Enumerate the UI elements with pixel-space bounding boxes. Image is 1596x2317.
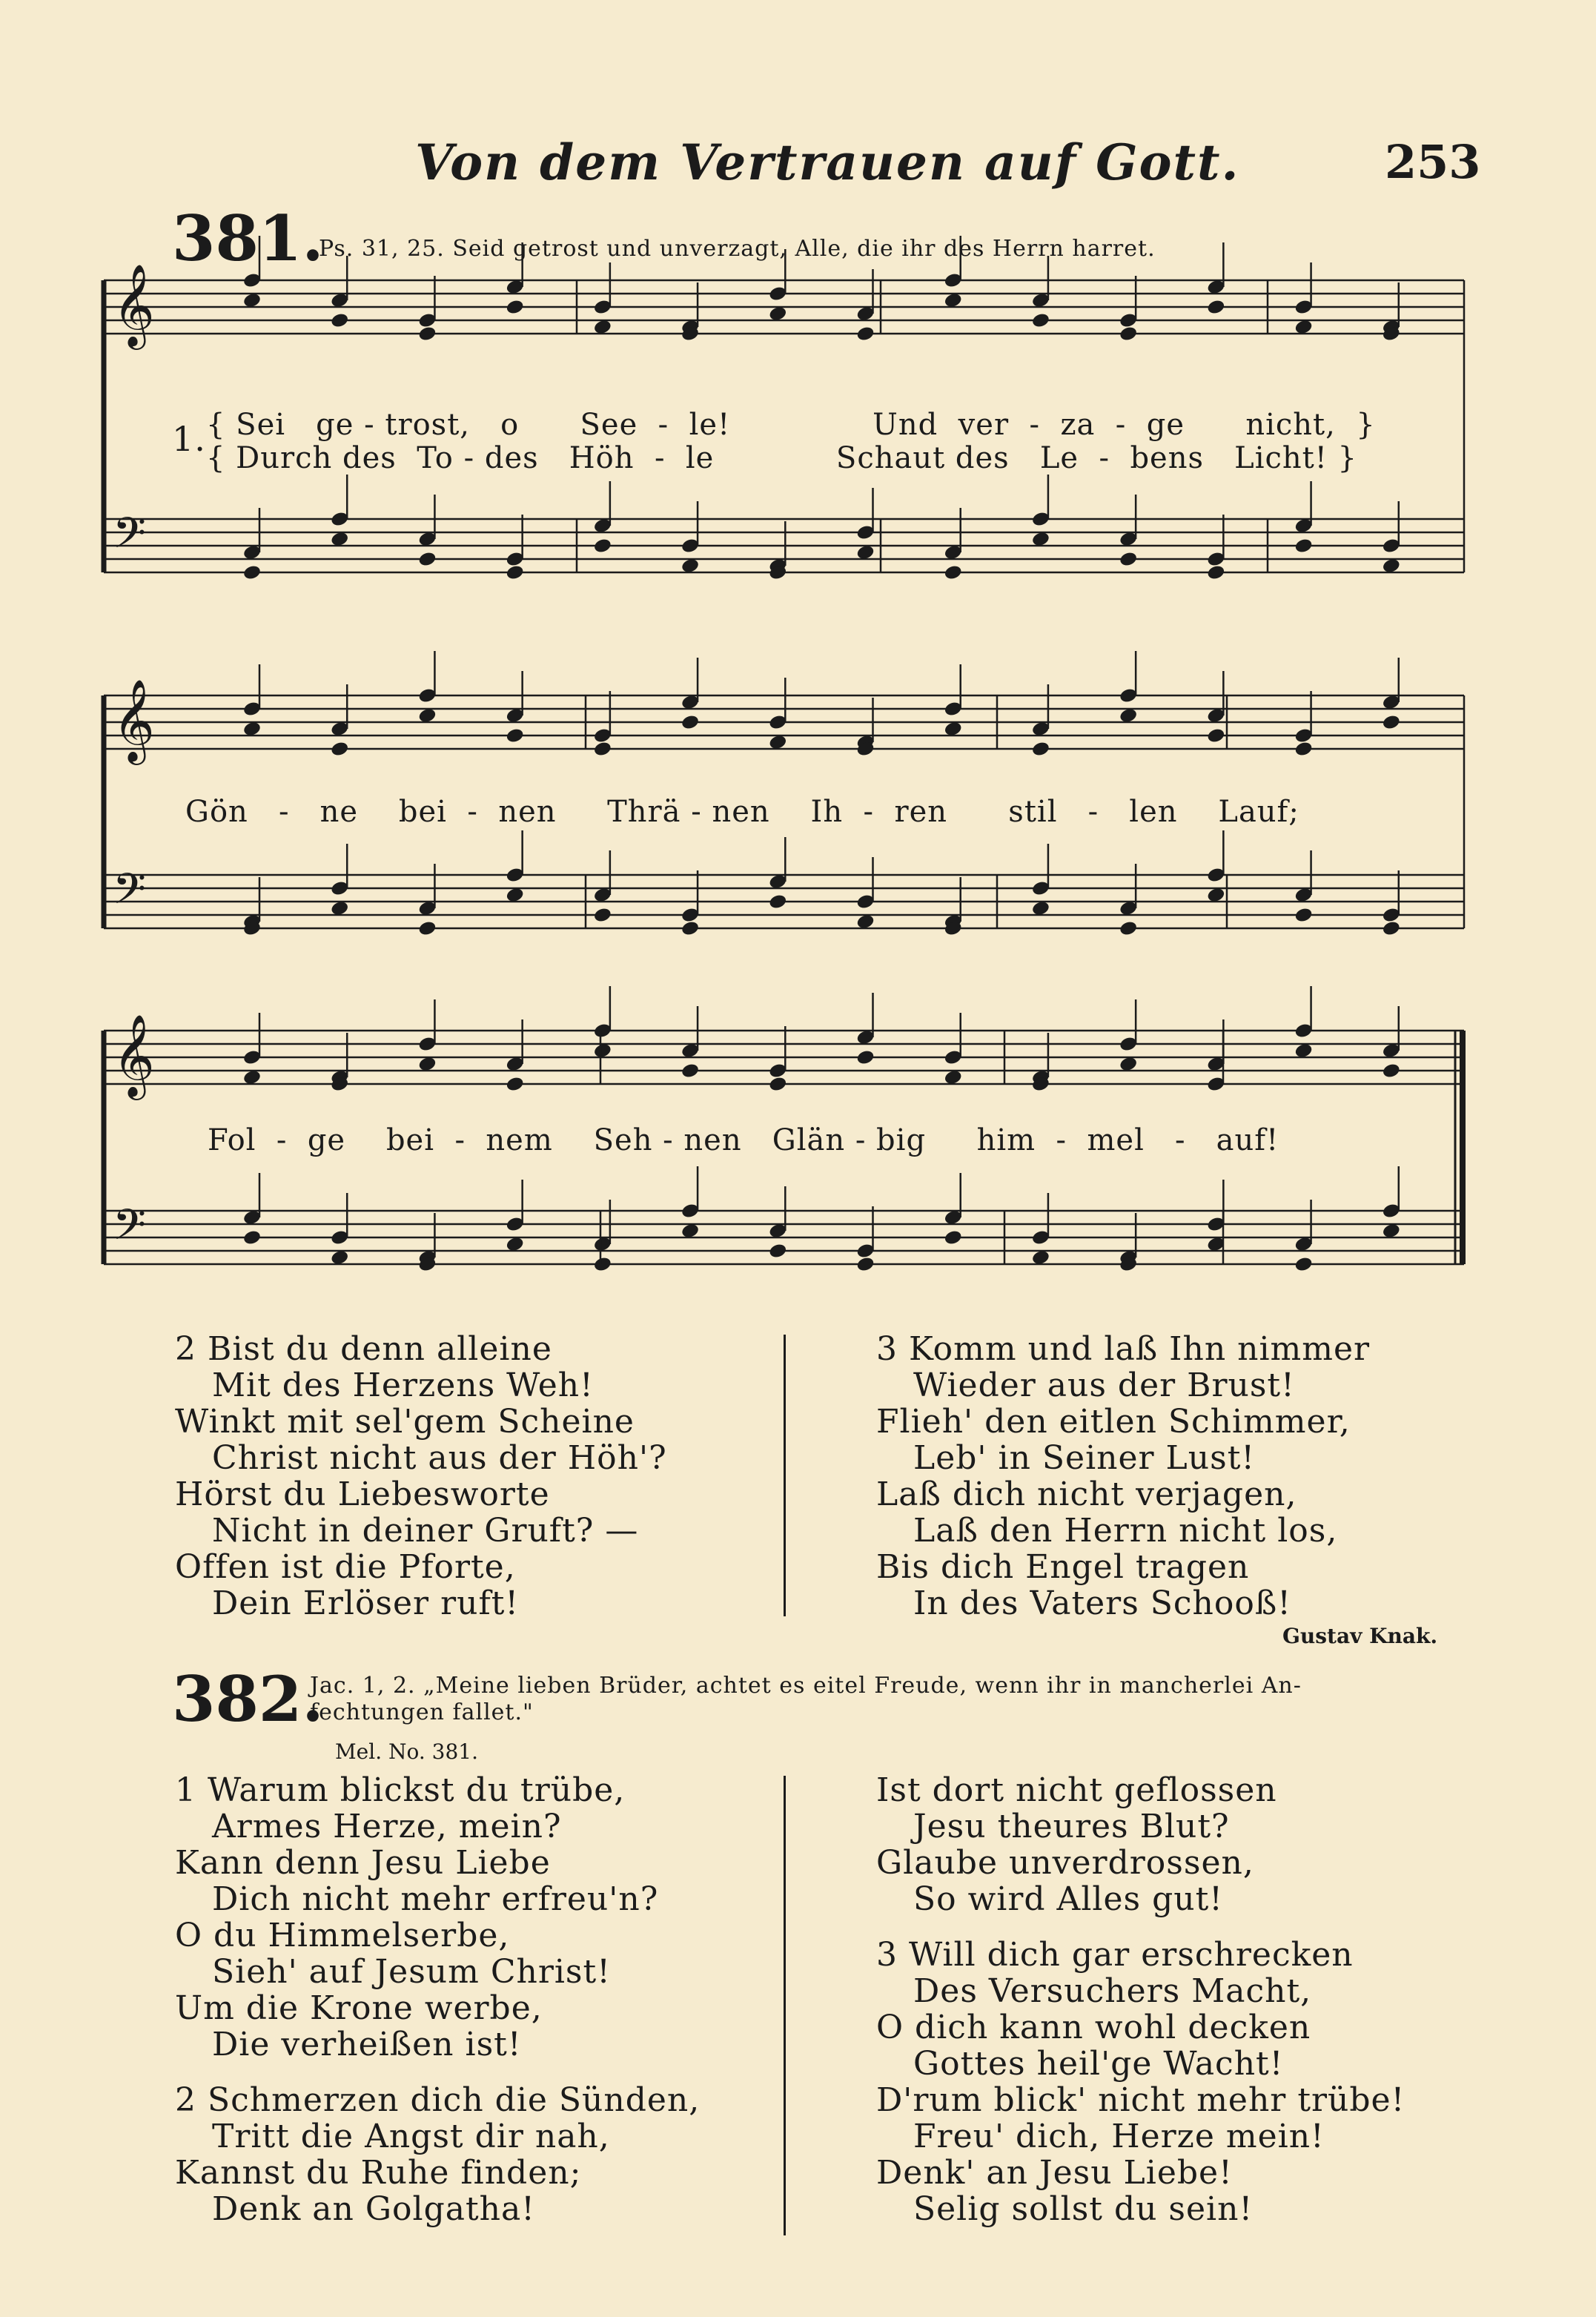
hymn-number-381: 381. [172,202,324,275]
bass-clef-icon: 𝄢 [113,508,147,569]
note-head [417,551,437,568]
verse-line: Dich nicht mehr erfreu'n? [212,1880,659,1918]
note-head [593,538,612,555]
verse-line: D'rum blick' nicht mehr trübe! [876,2081,1405,2119]
note-head [242,564,262,581]
note-head [330,741,349,758]
treble-clef-icon: 𝄞 [113,1014,155,1097]
note-head [855,1256,875,1273]
lyric-line-2: { Durch des To - des Höh - le Schaut des Le - bens Licht! } [206,441,1357,475]
page-number: 253 [1385,135,1481,189]
note-head [768,1076,787,1093]
verse-line: Jesu theures Blut? [913,1808,1230,1845]
verse-line: Die verheißen ist! [212,2026,522,2063]
verse-line: Flieh' den eitlen Schimmer, [876,1403,1351,1441]
lyric-line-1: { Sei ge - trost, o See - le! Und ver - za - ge nicht, } [206,408,1376,442]
note-head [1382,1062,1401,1080]
verse-line: O du Himmelserbe, [175,1917,510,1954]
verse-line: Denk an Golgatha! [212,2190,535,2228]
note-head [593,907,612,924]
note-head [242,1229,262,1246]
lyric-line-4: Fol - ge bei - nem Seh - nen Glän - big him - mel - auf! [208,1123,1279,1157]
note-head [1382,920,1401,937]
note-head [1294,538,1313,555]
verse-line: Bis dich Engel tragen [876,1548,1250,1586]
verse-line: Mit des Herzens Weh! [212,1366,594,1404]
hymn-382-reference-2: fechtungen fallet." [310,1699,534,1725]
verse-line: So wird Alles gut! [913,1880,1223,1918]
verse-line: 2 Bist du denn alleine [175,1330,552,1368]
verse-mark: 1. [172,419,206,459]
note-head [593,741,612,758]
verse-line: Hörst du Liebesworte [175,1475,550,1513]
verse-line: Winkt mit sel'gem Scheine [175,1403,635,1441]
hymn-number-382: 382. [172,1662,324,1736]
note-head [1294,907,1313,924]
verse-line: Offen ist die Pforte, [175,1548,516,1586]
verse-line: Freu' dich, Herze mein! [913,2118,1325,2155]
note-head [1206,564,1225,581]
verse-line: O dich kann wohl decken [876,2009,1311,2046]
verse-line: Laß dich nicht verjagen, [876,1475,1297,1513]
verse-line: Tritt die Angst dir nah, [212,2118,610,2155]
note-head [593,1256,612,1273]
note-head [681,1062,700,1080]
note-head [417,325,437,343]
column-divider [784,1335,786,1616]
bass-clef-icon: 𝄢 [113,1200,147,1260]
verse-line: Selig sollst du sein! [913,2190,1254,2228]
verse-line: 3 Komm und laß Ihn nimmer [876,1330,1371,1368]
hymn-382-verse-1 [175,1772,658,2063]
note-head [1382,714,1401,731]
verse-line: Kannst du Ruhe finden; [175,2154,582,2192]
verse-line: Kann denn Jesu Liebe [175,1844,551,1882]
note-head [506,727,525,744]
note-head [330,312,349,329]
note-head [506,564,525,581]
verse-line: Um die Krone werbe, [175,1989,543,2027]
hymn-381-reference: Ps. 31, 25. Seid getrost und unverzagt, Alle, die ihr des Herrn harret. [319,236,1156,262]
note-head [1119,551,1138,568]
note-head [506,299,525,316]
hymn-382-verse-2-cont [876,1772,1277,1917]
treble-clef-icon: 𝄞 [113,263,155,346]
verse-line: Gottes heil'ge Wacht! [913,2045,1284,2083]
lyric-line-3: Gön - ne bei - nen Thrä - nen Ih - ren stil - len Lauf; [185,795,1299,829]
note-head [768,893,787,910]
hymn-382-verse-3 [876,1937,1405,2227]
note-head [768,1243,787,1260]
note-head [1294,1256,1313,1273]
running-title: Von dem Vertrauen auf Gott. [415,133,1240,191]
note-head [1119,920,1138,937]
verse-line: 2 Schmerzen dich die Sünden, [175,2081,701,2119]
verse-line: In des Vaters Schooß! [913,1584,1291,1622]
note-head [1294,741,1313,758]
note-head [1119,325,1138,343]
note-head [944,564,963,581]
verse-line: Des Versuchers Macht, [913,1972,1312,2010]
note-head [1206,299,1225,316]
verse-line: Ist dort nicht geflossen [876,1771,1277,1809]
hymn-381-verse-3 [876,1331,1370,1622]
note-head [681,714,700,731]
verse-line: Denk' an Jesu Liebe! [876,2154,1233,2192]
bass-clef-icon: 𝄢 [113,864,147,925]
note-head [1206,727,1225,744]
verse-line: Laß den Herrn nicht los, [913,1512,1338,1550]
note-head [944,1229,963,1246]
hymn-382-melody: Mel. No. 381. [335,1739,479,1764]
verse-line: Sieh' auf Jesum Christ! [212,1953,611,1991]
hymn-382-verse-2 [175,2082,700,2227]
note-head [1031,312,1050,329]
verse-line: Christ nicht aus der Höh'? [212,1439,667,1477]
verse-line: Wieder aus der Brust! [913,1366,1295,1404]
verse-line: Dein Erlöser ruft! [212,1584,520,1622]
hymn-382-reference-1: Jac. 1, 2. „Meine lieben Brüder, achtet es eitel Freude, wenn ihr in mancherlei An- [310,1673,1302,1699]
verse-line: Nicht in deiner Gruft? — [212,1512,639,1550]
hymn-381-author: Gustav Knak. [1282,1624,1438,1648]
verse-line: 3 Will dich gar erschrecken [876,1936,1354,1974]
note-head [506,1076,525,1093]
treble-clef-icon: 𝄞 [113,678,155,761]
note-head [855,325,875,343]
verse-line: 1 Warum blickst du trübe, [175,1771,626,1809]
verse-line: Glaube unverdrossen, [876,1844,1254,1882]
verse-line: Armes Herze, mein? [212,1808,562,1845]
verse-line: Leb' in Seiner Lust! [913,1439,1256,1477]
note-head [417,920,437,937]
hymn-381-verse-2 [175,1331,667,1622]
note-head [855,1049,875,1066]
note-head [681,920,700,937]
column-divider [784,1776,786,2235]
note-head [1031,741,1050,758]
